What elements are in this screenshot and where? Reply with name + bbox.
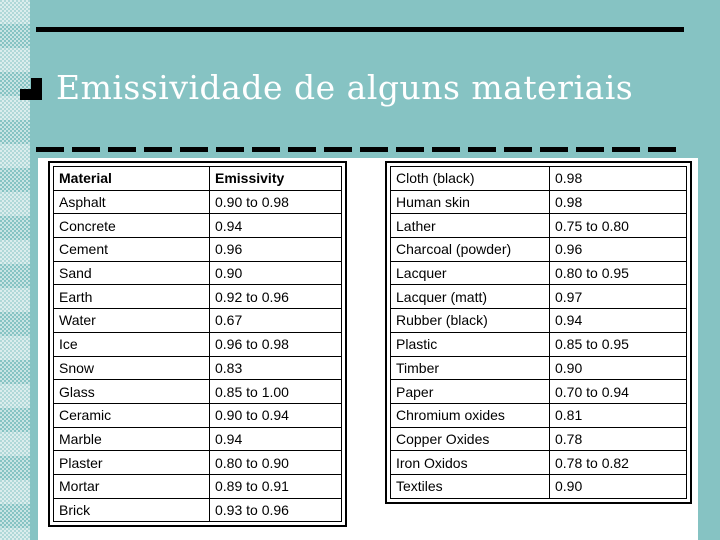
table-row <box>391 261 687 285</box>
table-row <box>54 309 342 333</box>
left-emissivity-table <box>53 166 342 522</box>
table-row <box>54 498 342 522</box>
slide-title: Emissividade de alguns materiais <box>56 68 634 107</box>
table-row <box>391 380 687 404</box>
emissivity-cell: 0.94 <box>210 214 342 238</box>
material-cell: Snow <box>54 356 210 380</box>
material-cell: Brick <box>54 498 210 522</box>
top-divider-line <box>36 27 684 32</box>
table-row <box>54 474 342 498</box>
table-row <box>54 451 342 475</box>
emissivity-cell: 0.85 to 1.00 <box>210 380 342 404</box>
table-row <box>391 451 687 475</box>
material-cell: Iron Oxidos <box>391 451 550 475</box>
material-cell: Mortar <box>54 474 210 498</box>
emissivity-cell: 0.94 <box>210 427 342 451</box>
emissivity-cell: 0.90 <box>550 356 687 380</box>
table-row <box>391 238 687 262</box>
right-emissivity-table-frame <box>385 161 692 504</box>
emissivity-cell: 0.98 <box>550 167 687 191</box>
material-cell: Copper Oxides <box>391 427 550 451</box>
table-row <box>391 356 687 380</box>
dashed-divider-line <box>36 147 684 152</box>
emissivity-cell: 0.70 to 0.94 <box>550 380 687 404</box>
material-cell: Sand <box>54 261 210 285</box>
table-row <box>391 309 687 333</box>
table-row <box>391 214 687 238</box>
table-row <box>54 261 342 285</box>
emissivity-cell: 0.67 <box>210 309 342 333</box>
title-bullet-icon <box>20 78 42 100</box>
emissivity-cell: 0.92 to 0.96 <box>210 285 342 309</box>
emissivity-cell: 0.78 <box>550 427 687 451</box>
table-row <box>54 356 342 380</box>
emissivity-cell: 0.90 to 0.94 <box>210 403 342 427</box>
emissivity-cell: 0.96 <box>550 238 687 262</box>
material-cell: Ceramic <box>54 403 210 427</box>
emissivity-cell: 0.97 <box>550 285 687 309</box>
emissivity-cell: 0.78 to 0.82 <box>550 451 687 475</box>
emissivity-cell: 0.93 to 0.96 <box>210 498 342 522</box>
table-row <box>54 214 342 238</box>
table-row <box>391 190 687 214</box>
material-cell: Marble <box>54 427 210 451</box>
emissivity-cell: 0.80 to 0.95 <box>550 261 687 285</box>
emissivity-cell: 0.83 <box>210 356 342 380</box>
material-cell: Cloth (black) <box>391 167 550 191</box>
material-cell: Concrete <box>54 214 210 238</box>
table-row <box>54 285 342 309</box>
emissivity-cell: 0.89 to 0.91 <box>210 474 342 498</box>
emissivity-cell: 0.90 <box>550 474 687 498</box>
emissivity-cell: 0.81 <box>550 403 687 427</box>
material-cell: Plastic <box>391 332 550 356</box>
right-emissivity-table <box>390 166 687 499</box>
emissivity-cell: 0.85 to 0.95 <box>550 332 687 356</box>
table-row <box>391 332 687 356</box>
table-row <box>391 474 687 498</box>
table-header-row <box>54 167 342 191</box>
table-row <box>54 427 342 451</box>
material-cell: Chromium oxides <box>391 403 550 427</box>
material-cell: Ice <box>54 332 210 356</box>
table-row <box>54 332 342 356</box>
table-row <box>391 403 687 427</box>
material-cell: Lather <box>391 214 550 238</box>
emissivity-cell: 0.96 <box>210 238 342 262</box>
material-cell: Lacquer (matt) <box>391 285 550 309</box>
material-cell: Asphalt <box>54 190 210 214</box>
emissivity-cell: 0.90 <box>210 261 342 285</box>
table-row <box>54 380 342 404</box>
material-cell: Human skin <box>391 190 550 214</box>
material-cell: Earth <box>54 285 210 309</box>
emissivity-cell: 0.90 to 0.98 <box>210 190 342 214</box>
emissivity-cell: 0.98 <box>550 190 687 214</box>
material-cell: Timber <box>391 356 550 380</box>
material-cell: Charcoal (powder) <box>391 238 550 262</box>
table-row <box>391 285 687 309</box>
table-row <box>54 190 342 214</box>
material-cell: Plaster <box>54 451 210 475</box>
emissivity-cell: 0.75 to 0.80 <box>550 214 687 238</box>
emissivity-cell: 0.94 <box>550 309 687 333</box>
table-row <box>54 238 342 262</box>
header-emissivity: Emissivity <box>210 167 342 191</box>
material-cell: Textiles <box>391 474 550 498</box>
table-row <box>54 403 342 427</box>
table-row <box>391 427 687 451</box>
table-row <box>391 167 687 191</box>
material-cell: Rubber (black) <box>391 309 550 333</box>
material-cell: Paper <box>391 380 550 404</box>
header-material: Material <box>54 167 210 191</box>
emissivity-cell: 0.80 to 0.90 <box>210 451 342 475</box>
left-emissivity-table-frame <box>48 161 347 527</box>
emissivity-cell: 0.96 to 0.98 <box>210 332 342 356</box>
material-cell: Lacquer <box>391 261 550 285</box>
material-cell: Cement <box>54 238 210 262</box>
material-cell: Glass <box>54 380 210 404</box>
material-cell: Water <box>54 309 210 333</box>
